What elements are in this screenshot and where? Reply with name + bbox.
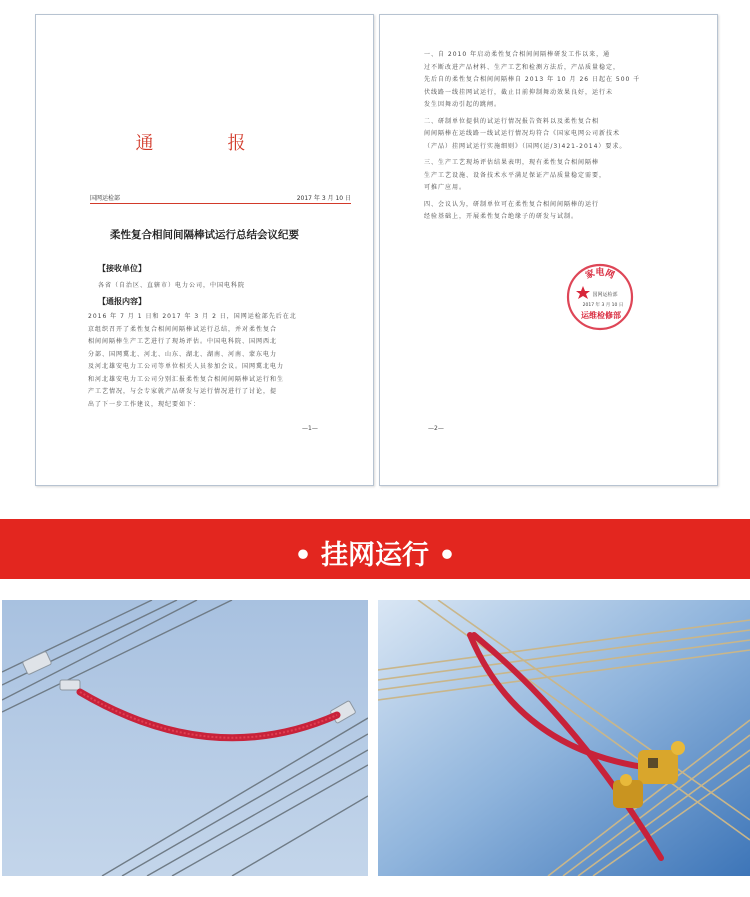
- red-divider: [90, 203, 351, 204]
- seal-org-text: 家电网: [584, 268, 616, 282]
- meeting-title: 柔性复合相间间隔棒试运行总结会议纪要: [110, 229, 299, 241]
- paragraph-line: 发生因舞动引起的跳闸。: [424, 101, 502, 108]
- paragraph-line: （产品）挂网试运行实施细则》（国网(运/3)421-2014）要求。: [424, 142, 627, 150]
- banner-title: • 挂网运行 •: [294, 540, 456, 571]
- official-seal-stamp: [565, 262, 635, 332]
- paragraph-line: 先后自的柔性复合相间间隔棒自 2013 年 10 月 26 日起在 500 千: [424, 76, 641, 83]
- notice-title: 通 报: [135, 133, 274, 154]
- document-page-1: [35, 14, 374, 486]
- content-heading: 【通报内容】: [98, 297, 146, 306]
- page-number: —2—: [428, 425, 444, 432]
- content-line: 2016 年 7 月 1 日和 2017 年 3 月 2 日，国网运检部先后在北: [88, 313, 297, 320]
- decision-paragraph: [424, 199, 704, 224]
- paragraph-line: 可推广应用。: [424, 184, 467, 191]
- content-body: [88, 311, 360, 411]
- content-line: 京组织召开了柔性复合相间间隔棒试运行总结，并对柔性复合: [88, 325, 278, 333]
- decision-body: [424, 49, 704, 228]
- page-number: —1—: [302, 425, 318, 432]
- recipients-text: 各省（自治区、直辖市）电力公司，中国电科院: [98, 282, 246, 289]
- paragraph-line: 一、自 2010 年启动柔性复合相间间隔棒研发工作以来，通: [424, 51, 611, 58]
- document-page-2: [379, 14, 718, 486]
- paragraph-line: 经验基础上，开展柔性复合绝缘子的研发与试制。: [424, 213, 579, 220]
- photo-interphase-spacer-installed: [2, 600, 368, 876]
- content-line: 及河北雄安电力工公司等单位相关人员参加会议。国网冀北电力: [88, 363, 285, 370]
- issue-date: 2017 年 3 月 10 日: [296, 195, 351, 202]
- decision-paragraph: [424, 116, 704, 154]
- recipients-heading: 【接收单位】: [98, 264, 146, 273]
- seal-dept-text: 运维检修部: [581, 311, 621, 320]
- decision-paragraph: [424, 157, 704, 195]
- photo-workers-installing-spacer: [378, 600, 750, 876]
- content-line: 相间间隔棒生产工艺进行了现场评估。中国电科院、国网西北: [88, 338, 278, 345]
- decision-paragraph: [424, 49, 704, 112]
- content-line: 分部、国网冀北、河北、山东、湖北、湖南、河南、蒙东电力: [88, 350, 278, 358]
- paragraph-line: 四、会议认为，研制单位可在柔性复合相间间隔棒的运行: [424, 200, 600, 208]
- content-line: 和河北雄安电力工公司分别汇报柔性复合相间间隔棒试运行和生: [88, 375, 285, 383]
- paragraph-line: 二、研制单位提供的试运行情况报告资料以及柔性复合相: [424, 117, 600, 125]
- paragraph-line: 三、生产工艺现场评估结果表明，现有柔性复合相间隔棒: [424, 159, 600, 166]
- paragraph-line: 伏线路一线挂网试运行，截止目前抑制舞动效果良好，运行未: [424, 88, 614, 96]
- paragraph-line: 间间隔棒在运线路一线试运行情况均符合《国家电网公司新技术: [424, 130, 621, 137]
- section-banner: [0, 519, 750, 579]
- paragraph-line: 生产工艺设施、设备技术水平满足保证产品质量稳定需要，: [424, 171, 607, 179]
- issuer-label: 国网运检部: [90, 195, 121, 202]
- seal-date-text: 2017 年 3 月 10 日: [582, 303, 624, 308]
- seal-issuer-text: 国网运检部: [592, 292, 618, 298]
- paragraph-line: 过不断改进产品材料、生产工艺和检测方法后，产品质量稳定，: [424, 63, 621, 71]
- content-line: 产工艺情况，与会专家就产品研发与运行情况进行了讨论，提: [88, 388, 278, 395]
- content-line: 出了下一步工作建议，现纪要如下：: [88, 400, 201, 408]
